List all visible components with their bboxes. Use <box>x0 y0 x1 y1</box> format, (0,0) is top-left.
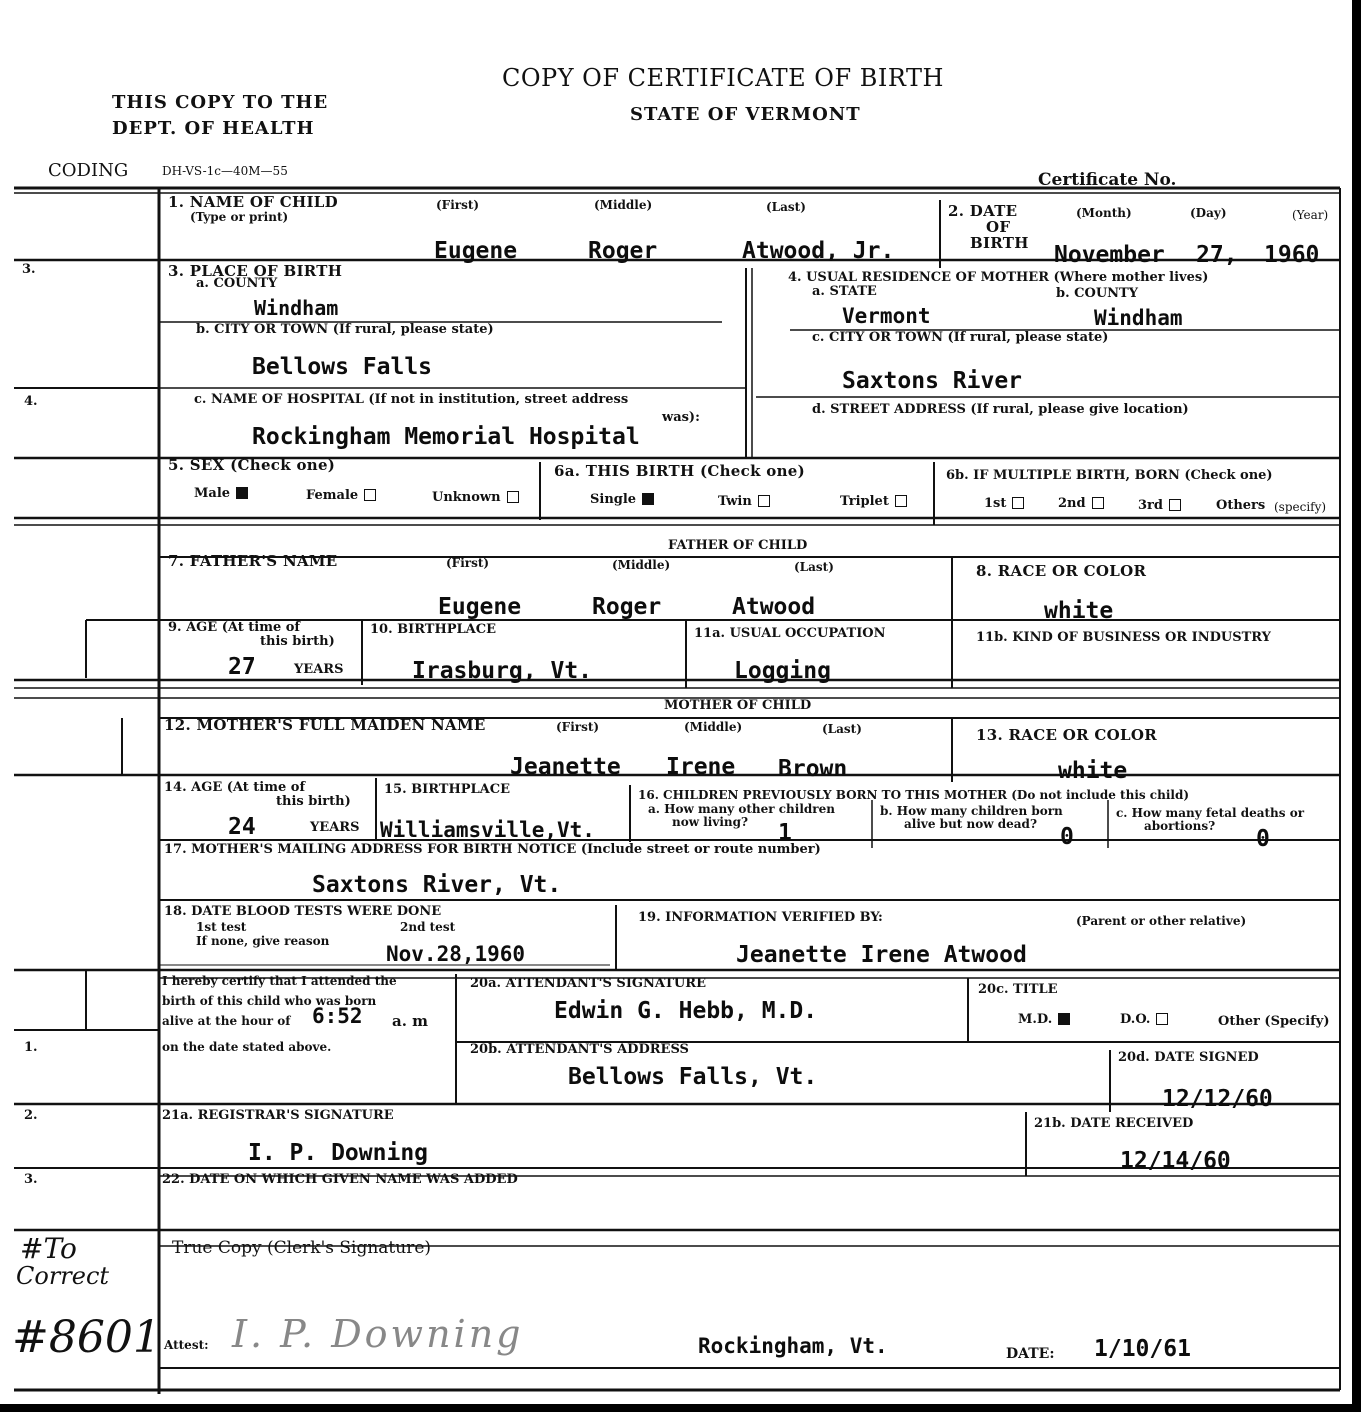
hospital-label-2: was): <box>662 410 700 425</box>
children-living: 1 <box>778 820 792 846</box>
living-label: a. How many other children <box>648 802 835 816</box>
dob-label: BIRTH <box>970 234 1029 252</box>
hospital-label: c. NAME OF HOSPITAL (If not in institution, street address <box>194 392 629 407</box>
state-label: a. STATE <box>812 284 877 299</box>
first-label: (First) <box>446 556 490 570</box>
3rd-checkbox[interactable] <box>1169 499 1181 511</box>
residence-state: Vermont <box>842 304 931 328</box>
mother-first-name: Jeanette <box>510 754 621 780</box>
single-checkbox[interactable] <box>642 493 654 505</box>
blood-reason: If none, give reason <box>196 934 330 948</box>
margin-num: 3. <box>24 1172 38 1187</box>
sex-unknown-label: Unknown <box>432 490 501 505</box>
date-received-label: 21b. DATE RECEIVED <box>1034 1116 1194 1131</box>
md-checkbox[interactable] <box>1058 1013 1070 1025</box>
order-1st[interactable] <box>984 496 1024 511</box>
dead-label-2: alive but now dead? <box>904 817 1037 831</box>
child-name-label: 1. NAME OF CHILD <box>168 193 338 211</box>
copy-to-line2: DEPT. OF HEALTH <box>112 118 315 139</box>
verified-relation: (Parent or other relative) <box>1076 914 1247 928</box>
father-age: 27 <box>228 654 256 680</box>
certificate-number-label: Certificate No. <box>1038 170 1177 190</box>
last-label: (Last) <box>794 560 834 574</box>
margin-note-line1: #To <box>20 1232 77 1265</box>
mother-age-label: 14. AGE (At time of <box>164 780 306 795</box>
street-label: d. STREET ADDRESS (If rural, please give location) <box>812 402 1189 417</box>
verified-label: 19. INFORMATION VERIFIED BY: <box>638 910 883 925</box>
verified-by: Jeanette Irene Atwood <box>736 942 1027 968</box>
mother-age-label-2: this birth) <box>276 794 351 809</box>
certify-line4: on the date stated above. <box>162 1040 332 1054</box>
fetal-label: c. How many fetal deaths or <box>1116 806 1305 820</box>
title-do[interactable] <box>1120 1012 1168 1027</box>
multiple-birth-label: 6b. IF MULTIPLE BIRTH, BORN (Check one) <box>946 468 1273 483</box>
dob-day: 27, <box>1196 242 1238 268</box>
single-label: Single <box>590 492 637 507</box>
last-label: (Last) <box>822 722 862 736</box>
sex-unknown[interactable] <box>432 490 519 505</box>
birth-county: Windham <box>254 296 339 320</box>
child-middle-name: Roger <box>588 238 658 264</box>
mother-age: 24 <box>228 814 256 840</box>
triplet-checkbox[interactable] <box>895 495 907 507</box>
child-first-name: Eugene <box>434 238 518 264</box>
residence-city: Saxtons River <box>842 368 1023 394</box>
title-other: Other (Specify) <box>1218 1014 1330 1029</box>
type-or-print: (Type or print) <box>190 210 289 224</box>
certify-line2: birth of this child who was born <box>162 994 377 1008</box>
order-others: Others <box>1216 498 1266 513</box>
attest-label: Attest: <box>164 1338 209 1352</box>
last-label: (Last) <box>766 200 806 214</box>
blood-test-date: Nov.28,1960 <box>386 942 526 966</box>
title-md[interactable] <box>1018 1012 1070 1027</box>
mother-last-name: Brown <box>778 756 848 782</box>
mailing-address: Saxtons River, Vt. <box>312 872 562 898</box>
date-signed-label: 20d. DATE SIGNED <box>1118 1050 1259 1065</box>
certify-line3: alive at the hour of <box>162 1014 291 1028</box>
blood-test-label: 18. DATE BLOOD TESTS WERE DONE <box>164 904 442 919</box>
margin-num: 2. <box>24 1108 38 1123</box>
sex-female-label: Female <box>306 488 359 503</box>
blood-first-test: 1st test <box>196 920 247 934</box>
residence-county: Windham <box>1094 306 1183 330</box>
do-checkbox[interactable] <box>1156 1013 1168 1025</box>
title-label: 20c. TITLE <box>978 982 1058 997</box>
margin-note-line2: Correct <box>16 1262 110 1290</box>
margin-note-line3: #8601 <box>12 1312 161 1363</box>
mother-name-label: 12. MOTHER'S FULL MAIDEN NAME <box>164 716 486 734</box>
this-birth-label: 6a. THIS BIRTH (Check one) <box>554 462 806 480</box>
living-label-2: now living? <box>672 815 749 829</box>
father-race: white <box>1044 598 1114 624</box>
father-last-name: Atwood <box>732 594 816 620</box>
residence-label: 4. USUAL RESIDENCE OF MOTHER (Where mother lives) <box>788 270 1209 285</box>
attest-date-label: DATE: <box>1006 1346 1055 1362</box>
place-of-birth-label: 3. PLACE OF BIRTH <box>168 262 343 280</box>
father-race-label: 8. RACE OR COLOR <box>976 562 1147 580</box>
dob-month: November <box>1054 242 1165 268</box>
res-county-label: b. COUNTY <box>1056 286 1138 301</box>
order-3rd-label: 3rd <box>1138 498 1163 513</box>
mother-section-title: MOTHER OF CHILD <box>664 698 812 713</box>
state-name: STATE OF VERMONT <box>630 104 861 125</box>
twin-checkbox[interactable] <box>758 495 770 507</box>
father-birthplace-label: 10. BIRTHPLACE <box>370 622 497 637</box>
birth-single[interactable] <box>590 492 654 507</box>
sex-label: 5. SEX (Check one) <box>168 456 336 474</box>
certify-line1: I hereby certify that I attended the <box>162 974 397 988</box>
twin-label: Twin <box>718 494 752 509</box>
birth-triplet[interactable] <box>840 494 907 509</box>
attendant-sig-label: 20a. ATTENDANT'S SIGNATURE <box>470 976 706 991</box>
father-first-name: Eugene <box>438 594 522 620</box>
fetal-deaths: 0 <box>1256 826 1270 852</box>
male-checkbox[interactable] <box>236 487 248 499</box>
unknown-checkbox[interactable] <box>507 491 519 503</box>
given-name-label: 22. DATE ON WHICH GIVEN NAME WAS ADDED <box>162 1172 518 1187</box>
day-label: (Day) <box>1190 206 1227 220</box>
birth-ampm: a. m <box>392 1012 429 1030</box>
sex-male[interactable] <box>194 486 248 501</box>
margin-num: 1. <box>24 1040 38 1055</box>
middle-label: (Middle) <box>612 558 671 572</box>
first-label: (First) <box>436 198 480 212</box>
birth-time: 6:52 <box>312 1004 363 1028</box>
sex-female[interactable] <box>306 488 376 503</box>
father-occupation-label: 11a. USUAL OCCUPATION <box>694 626 886 641</box>
father-years: YEARS <box>294 662 344 677</box>
do-label: D.O. <box>1120 1012 1151 1027</box>
sex-male-label: Male <box>194 486 231 501</box>
children-dead: 0 <box>1060 824 1074 850</box>
father-name-label: 7. FATHER'S NAME <box>168 552 338 570</box>
mother-birthplace: Williamsville,Vt. <box>380 818 595 842</box>
birth-twin[interactable] <box>718 494 770 509</box>
year-label: (Year) <box>1292 208 1329 222</box>
2nd-checkbox[interactable] <box>1092 497 1104 509</box>
order-2nd[interactable] <box>1058 496 1104 511</box>
attendant-address: Bellows Falls, Vt. <box>568 1064 818 1090</box>
mailing-label: 17. MOTHER'S MAILING ADDRESS FOR BIRTH NOTICE (Include street or route number) <box>164 842 821 857</box>
father-birthplace: Irasburg, Vt. <box>412 658 593 684</box>
father-occupation: Logging <box>734 658 831 684</box>
copy-to-line1: THIS COPY TO THE <box>112 92 329 113</box>
middle-label: (Middle) <box>594 198 653 212</box>
blood-second-test: 2nd test <box>400 920 456 934</box>
attest-town: Rockingham, Vt. <box>698 1334 888 1358</box>
md-label: M.D. <box>1018 1012 1053 1027</box>
father-age-label: 9. AGE (At time of <box>168 620 301 635</box>
attendant-signature: Edwin G. Hebb, M.D. <box>554 998 818 1024</box>
father-age-label-2: this birth) <box>260 634 335 649</box>
city-label: b. CITY OR TOWN (If rural, please state) <box>196 322 494 337</box>
hospital-name: Rockingham Memorial Hospital <box>252 424 640 450</box>
mother-middle-name: Irene <box>666 754 736 780</box>
order-3rd[interactable] <box>1138 498 1181 513</box>
child-last-name: Atwood, Jr. <box>742 238 895 264</box>
county-label: a. COUNTY <box>196 276 278 291</box>
dob-year: 1960 <box>1264 242 1320 268</box>
father-middle-name: Roger <box>592 594 662 620</box>
children-label: 16. CHILDREN PREVIOUSLY BORN TO THIS MOTHER (Do not include this child) <box>638 788 1190 802</box>
coding-label: CODING <box>48 160 129 181</box>
mother-years: YEARS <box>310 820 360 835</box>
order-1st-label: 1st <box>984 496 1007 511</box>
birth-city: Bellows Falls <box>252 354 433 380</box>
triplet-label: Triplet <box>840 494 889 509</box>
father-business-label: 11b. KIND OF BUSINESS OR INDUSTRY <box>976 630 1271 645</box>
document-title: COPY OF CERTIFICATE OF BIRTH <box>502 64 944 92</box>
date-signed: 12/12/60 <box>1162 1086 1273 1112</box>
mother-race-label: 13. RACE OR COLOR <box>976 726 1157 744</box>
middle-label: (Middle) <box>684 720 743 734</box>
form-code: DH-VS-1c—40M—55 <box>162 164 288 178</box>
fetal-label-2: abortions? <box>1144 819 1216 833</box>
registrar-label: 21a. REGISTRAR'S SIGNATURE <box>162 1108 394 1123</box>
clerk-signature: I. P. Downing <box>232 1312 524 1356</box>
order-2nd-label: 2nd <box>1058 496 1086 511</box>
1st-checkbox[interactable] <box>1012 497 1024 509</box>
dead-label: b. How many children born <box>880 804 1063 818</box>
order-specify: (specify) <box>1274 500 1327 514</box>
mother-race: white <box>1058 758 1128 784</box>
registrar-signature: I. P. Downing <box>248 1140 429 1166</box>
attendant-address-label: 20b. ATTENDANT'S ADDRESS <box>470 1042 689 1057</box>
mother-birthplace-label: 15. BIRTHPLACE <box>384 782 511 797</box>
month-label: (Month) <box>1076 206 1132 220</box>
margin-num: 4. <box>24 394 38 409</box>
father-section-title: FATHER OF CHILD <box>668 538 808 553</box>
dob-label: 2. DATE <box>948 202 1018 220</box>
date-received: 12/14/60 <box>1120 1148 1231 1174</box>
res-city-label: c. CITY OR TOWN (If rural, please state) <box>812 330 1109 345</box>
true-copy-label: True Copy (Clerk's Signature) <box>172 1238 432 1258</box>
first-label: (First) <box>556 720 600 734</box>
attest-date: 1/10/61 <box>1094 1336 1191 1362</box>
dob-label: OF <box>986 218 1011 236</box>
female-checkbox[interactable] <box>364 489 376 501</box>
margin-num: 3. <box>22 262 36 277</box>
